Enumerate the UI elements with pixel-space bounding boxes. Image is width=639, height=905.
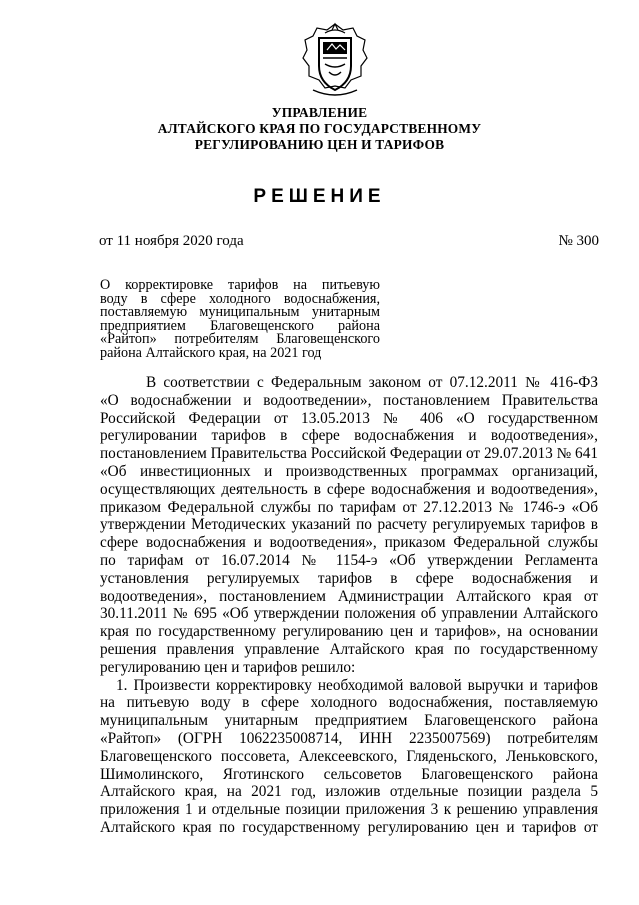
body-line: Алтайского края, на 2021 год, изложив отдельные позиции раздела 5	[100, 783, 598, 801]
body-line: регулированию цен и тарифов решило:	[100, 658, 356, 676]
body-line: муниципальным унитарным предприятием Благовещенского района	[100, 712, 598, 730]
subject-line: О корректировке тарифов на питьевую	[100, 277, 380, 293]
body-line: Шимолинского, Яготинского сельсоветов Благовещенского района	[100, 765, 598, 783]
body-line: постановлением Правительства Российской Федерации от 29.07.2013 № 641	[100, 445, 598, 463]
body-line: приказом Федеральной службы по тарифам от 27.12.2013 № 1746-э «Об	[100, 498, 598, 516]
subject-line: поставляемую муниципальным унитарным	[100, 304, 380, 321]
body-line: утверждении Методических указаний по расчету регулируемых тарифов в	[100, 516, 598, 534]
header-line-3: РЕГУЛИРОВАНИЮ ЦЕН И ТАРИФОВ	[194, 137, 445, 152]
body-line: Алтайского края по государственному регулированию цен и тарифов от	[100, 818, 598, 836]
decision-subject	[100, 279, 380, 361]
body-line: 1. Произвести корректировку необходимой валовой выручки и тарифов	[116, 676, 598, 694]
body-line: «О водоснабжении и водоотведении», постановлением Правительства	[100, 391, 598, 409]
document-title: РЕШЕНИЕ	[253, 186, 386, 207]
decision-body	[100, 374, 598, 837]
subject-line: воду в сфере холодного водоснабжения,	[100, 290, 380, 307]
subject-line: предприятием Благовещенского района	[100, 317, 380, 334]
decision-number: № 300	[558, 233, 599, 249]
body-line: края по государственному регулированию цен и тарифов», на основании	[100, 623, 598, 641]
body-line: «Об инвестиционных и производственных программах организаций,	[100, 462, 598, 480]
subject-line: района Алтайского края, на 2021 год	[100, 344, 322, 361]
header-line-1: УПРАВЛЕНИЕ	[271, 105, 368, 120]
body-line: приложения 1 и отдельные позиции приложения 3 к решению управления	[100, 801, 598, 819]
body-line: сфере водоснабжения и водоотведения», приказом Федеральной службы	[100, 534, 598, 552]
body-line: решения правления управление Алтайского края по государственному	[100, 640, 598, 658]
agency-header	[60, 105, 579, 153]
decision-date: от 11 ноября 2020 года	[99, 233, 244, 249]
coat-of-arms-emblem	[299, 20, 371, 98]
body-line: «Райтоп» (ОГРН 1062235008714, ИНН 2235007569) потребителям	[100, 729, 598, 747]
body-line: на питьевую воду в сфере холодного водоснабжения, поставляемую	[100, 694, 598, 712]
body-line: по тарифам от 16.07.2014 № 1154-э «Об утверждении Регламента	[100, 551, 598, 569]
body-line: В соответствии с Федеральным законом от 07.12.2011 № 416-ФЗ	[146, 374, 598, 391]
body-line: осуществляющих деятельность в сфере водоснабжения и водоотведения»,	[100, 480, 598, 498]
header-line-2: АЛТАЙСКОГО КРАЯ ПО ГОСУДАРСТВЕННОМУ	[157, 121, 482, 136]
subject-line: «Райтоп» потребителям Благовещенского	[100, 331, 380, 348]
body-line: установления регулируемых тарифов в сфере водоснабжения и	[100, 569, 598, 587]
body-line: регулировании тарифов в сфере водоснабжения и водоотведения»,	[100, 427, 598, 445]
body-line: Благовещенского поссовета, Алексеевского, Гляденьского, Леньковского,	[100, 747, 598, 765]
body-line: Российской Федерации от 13.05.2013 № 406 «О государственном	[100, 409, 598, 427]
body-line: водоотведения», постановлением Администрации Алтайского края от	[100, 587, 598, 605]
body-line: 30.11.2011 № 695 «Об утверждении положения об управлении Алтайского	[100, 605, 598, 623]
